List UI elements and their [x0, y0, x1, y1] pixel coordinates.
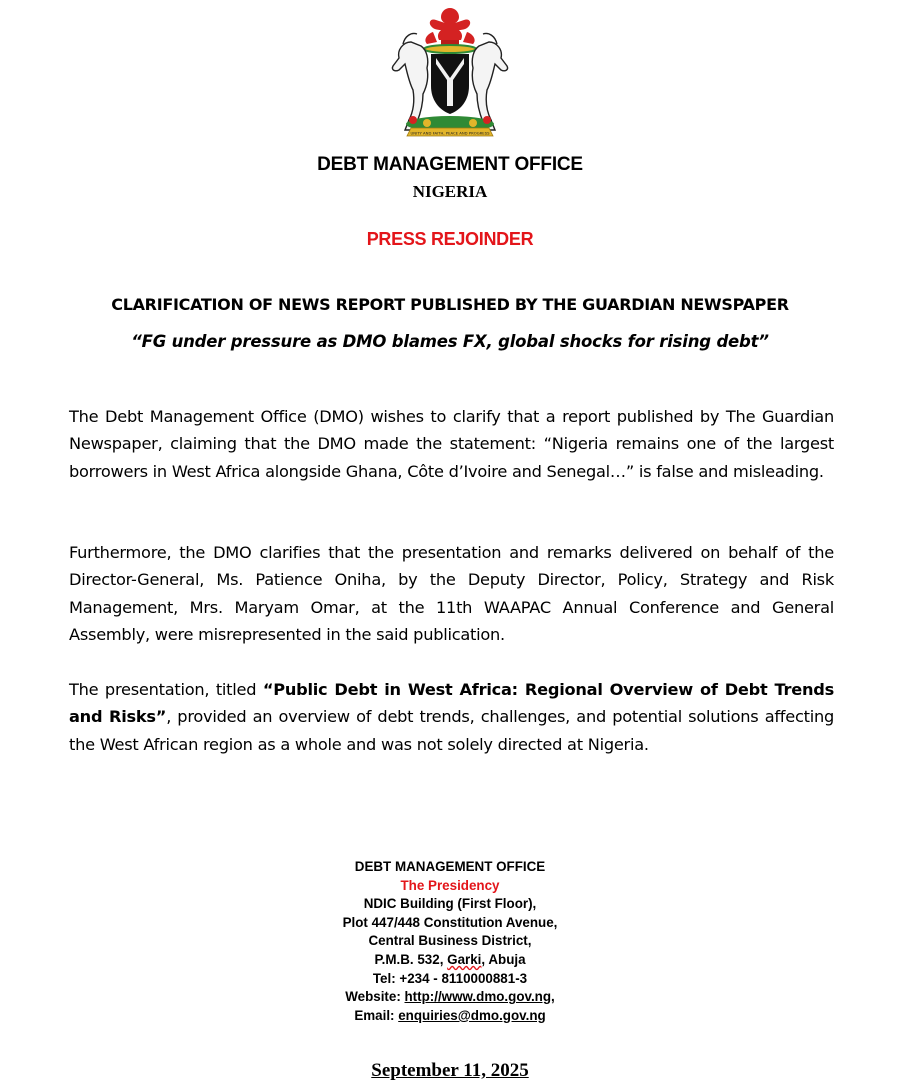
- svg-text:UNITY AND FAITH, PEACE AND PRO: UNITY AND FAITH, PEACE AND PROGRESS: [410, 130, 490, 136]
- website-link[interactable]: http://www.dmo.gov.ng: [404, 989, 552, 1005]
- paragraph-2: Furthermore, the DMO clarifies that the presentation and remarks delivered on behalf of the Director-General, Ms. Patience Oniha, by the Deputy Director, Policy, Strategy and Risk Management, Mrs. Maryam Omar, at the 11th WAAPAC Annual Conference and General Assembly, were misrepresented in the said publication.: [69, 543, 834, 644]
- headline: CLARIFICATION OF NEWS REPORT PUBLISHED BY THE GUARDIAN NEWSPAPER: [111, 295, 789, 314]
- email-link[interactable]: enquiries@dmo.gov.ng: [398, 1007, 546, 1023]
- website-suffix: ,: [551, 989, 555, 1005]
- presentation-title: “Public Debt in West Africa: Regional Overview of Debt Trends and Risks”: [69, 680, 835, 727]
- footer-presidency: The Presidency: [400, 877, 500, 893]
- email-label: Email:: [354, 1007, 399, 1023]
- pmb-garki: Garki: [447, 951, 482, 967]
- quoted-headline: “FG under pressure as DMO blames FX, global shocks for rising debt”: [131, 332, 769, 351]
- contact-block: [0, 858, 900, 1025]
- shield: [431, 54, 469, 114]
- footer-district: Central Business District,: [368, 933, 532, 949]
- website-label: Website:: [345, 989, 405, 1005]
- footer-email: [0, 1007, 900, 1026]
- footer-plot: Plot 447/448 Constitution Avenue,: [342, 914, 558, 930]
- right-horse: [472, 33, 507, 130]
- footer-building: NDIC Building (First Floor),: [363, 896, 537, 912]
- footer-pmb: [0, 951, 900, 970]
- paragraph-3: [69, 676, 834, 758]
- paragraph-3-intro: The presentation, titled: [69, 680, 263, 699]
- footer-organization: DEBT MANAGEMENT OFFICE: [354, 859, 546, 874]
- document-type: PRESS REJOINDER: [366, 229, 534, 249]
- coat-of-arms-icon: [375, 2, 525, 144]
- footer-tel: Tel: +234 - 8110000881-3: [372, 970, 528, 986]
- left-horse: [392, 33, 427, 130]
- motto-ribbon: [407, 128, 493, 136]
- country-name: NIGERIA: [412, 182, 488, 201]
- release-date: September 11, 2025: [371, 1060, 529, 1081]
- paragraph-3-rest: , provided an overview of debt trends, challenges, and potential solutions affecting the West African region as a whole and was not solely directed at Nigeria.: [69, 707, 834, 754]
- organization-name: DEBT MANAGEMENT OFFICE: [317, 154, 583, 175]
- paragraph-1: The Debt Management Office (DMO) wishes to clarify that a report published by The Guardian Newspaper, claiming that the DMO made the statement: “Nigeria remains one of the largest borrowers in West Africa alongside Ghana, Côte d’Ivoire and Senegal…” is false and misleading.: [69, 407, 834, 481]
- footer-website: [0, 988, 900, 1007]
- pmb-suffix: , Abuja: [481, 951, 526, 967]
- eagle: [425, 8, 474, 46]
- pmb-prefix: P.M.B. 532,: [374, 951, 448, 967]
